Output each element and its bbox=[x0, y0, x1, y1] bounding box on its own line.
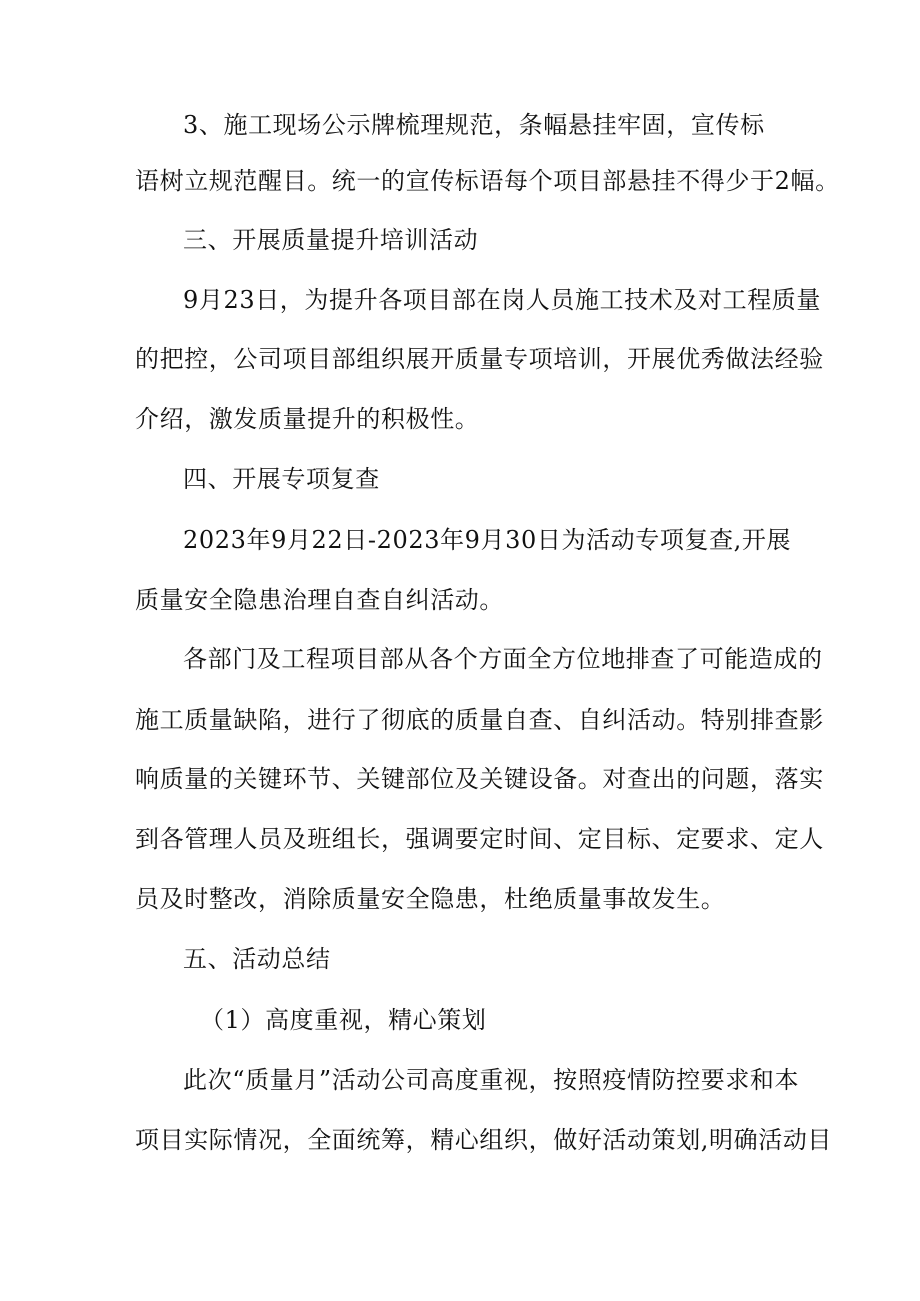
text-line-11: 施工质量缺陷，进行了彻底的质量自查、自纠活动。特别排查影 bbox=[135, 706, 824, 734]
text-line-4: 9月23日，为提升各项目部在岗人员施工技术及对工程质量 bbox=[183, 286, 822, 314]
text-line-13: 到各管理人员及班组长，强调要定时间、定目标、定要求、定人 bbox=[135, 825, 824, 853]
text-line-5: 的把控，公司项目部组织展开质量专项培训，开展优秀做法经验 bbox=[135, 345, 824, 373]
text-line-17: 此次“质量月”活动公司高度重视，按照疫情防控要求和本 bbox=[183, 1066, 800, 1094]
text-line-9: 质量安全隐患治理自查自纠活动。 bbox=[135, 586, 504, 614]
subheading-1: （1）高度重视，精心策划 bbox=[200, 1006, 487, 1034]
section-heading-4: 四、开展专项复查 bbox=[183, 465, 380, 493]
text-line-1: 3、施工现场公示牌梳理规范，条幅悬挂牢固，宣传标 bbox=[183, 111, 765, 139]
text-line-12: 响质量的关键环节、关键部位及关键设备。对查出的问题，落实 bbox=[135, 765, 824, 793]
text-line-14: 员及时整改，消除质量安全隐患，杜绝质量事故发生。 bbox=[135, 885, 726, 913]
text-line-8: 2023年9月22日-2023年9月30日为活动专项复查,开展 bbox=[183, 526, 792, 554]
text-line-10: 各部门及工程项目部从各个方面全方位地排查了可能造成的 bbox=[183, 645, 823, 673]
section-heading-5: 五、活动总结 bbox=[183, 945, 331, 973]
text-line-6: 介绍，激发质量提升的积极性。 bbox=[135, 405, 480, 433]
text-line-2: 语树立规范醒目。统一的宣传标语每个项目部悬挂不得少于2幅。 bbox=[135, 167, 840, 195]
section-heading-3: 三、开展质量提升培训活动 bbox=[183, 226, 479, 254]
text-line-18: 项目实际情况，全面统筹，精心组织，做好活动策划,明确活动目 bbox=[135, 1126, 833, 1154]
